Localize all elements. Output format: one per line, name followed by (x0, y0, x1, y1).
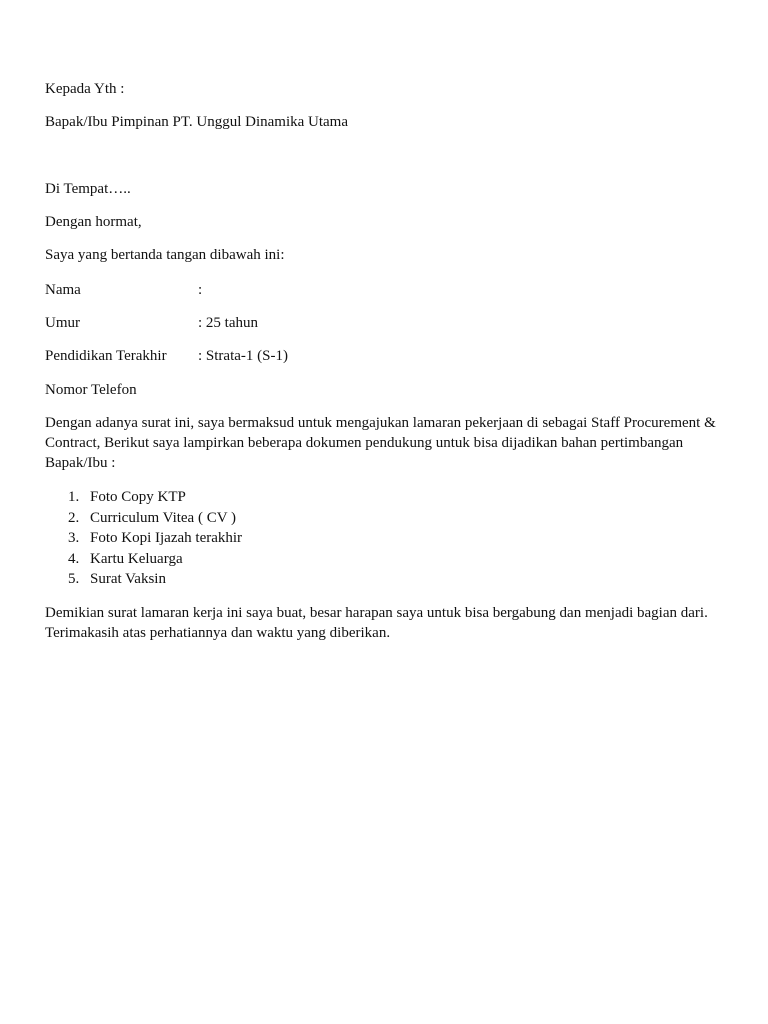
field-label: Pendidikan Terakhir (45, 348, 167, 364)
list-text: Foto Copy KTP (90, 489, 186, 505)
field-label: Umur (45, 315, 80, 331)
place-line: Di Tempat….. (45, 181, 131, 197)
list-number: 4. (68, 550, 80, 567)
field-row-telefon (45, 380, 730, 400)
list-item (45, 487, 730, 508)
recipient-heading: Kepada Yth : (45, 81, 125, 97)
list-item (45, 508, 730, 529)
field-value: : 25 tahun (198, 315, 258, 331)
list-number: 3. (68, 530, 80, 546)
intro-line: Saya yang bertanda tangan dibawah ini: (45, 247, 285, 263)
list-number: 5. (68, 571, 80, 587)
list-text: Curriculum Vitea ( CV ) (90, 509, 237, 526)
closing-paragraph: Demikian surat lamaran kerja ini saya buat, besar harapan saya untuk bisa bergabung dan menjadi bagian dari. Terimakasih atas perhatiannya dan waktu yang diberikan. (45, 605, 708, 641)
attachment-list (45, 487, 730, 590)
list-text: Kartu Keluarga (90, 550, 183, 567)
field-label: Nama (45, 282, 81, 298)
field-value: : (198, 282, 203, 298)
field-row-pendidikan (45, 346, 730, 366)
field-value: : Strata-1 (S-1) (198, 348, 288, 364)
recipient-name: Bapak/Ibu Pimpinan PT. Unggul Dinamika Utama (45, 114, 349, 130)
body-paragraph: Dengan adanya surat ini, saya bermaksud untuk mengajukan lamaran pekerjaan di sebagai Staff Procurement & Contract, Berikut saya lampirkan beberapa dokumen pendukung untuk bisa dijadikan bahan pertimbangan Bapak/Ibu : (45, 415, 716, 471)
list-item (45, 569, 730, 590)
list-number: 2. (68, 509, 80, 526)
field-row-nama (45, 280, 730, 300)
greeting: Dengan hormat, (45, 214, 142, 230)
list-item (45, 549, 730, 570)
field-label: Nomor Telefon (45, 382, 137, 398)
list-text: Surat Vaksin (90, 571, 166, 587)
list-text: Foto Kopi Ijazah terakhir (90, 530, 243, 546)
field-row-umur (45, 313, 730, 333)
list-number: 1. (68, 489, 80, 505)
list-item (45, 528, 730, 549)
